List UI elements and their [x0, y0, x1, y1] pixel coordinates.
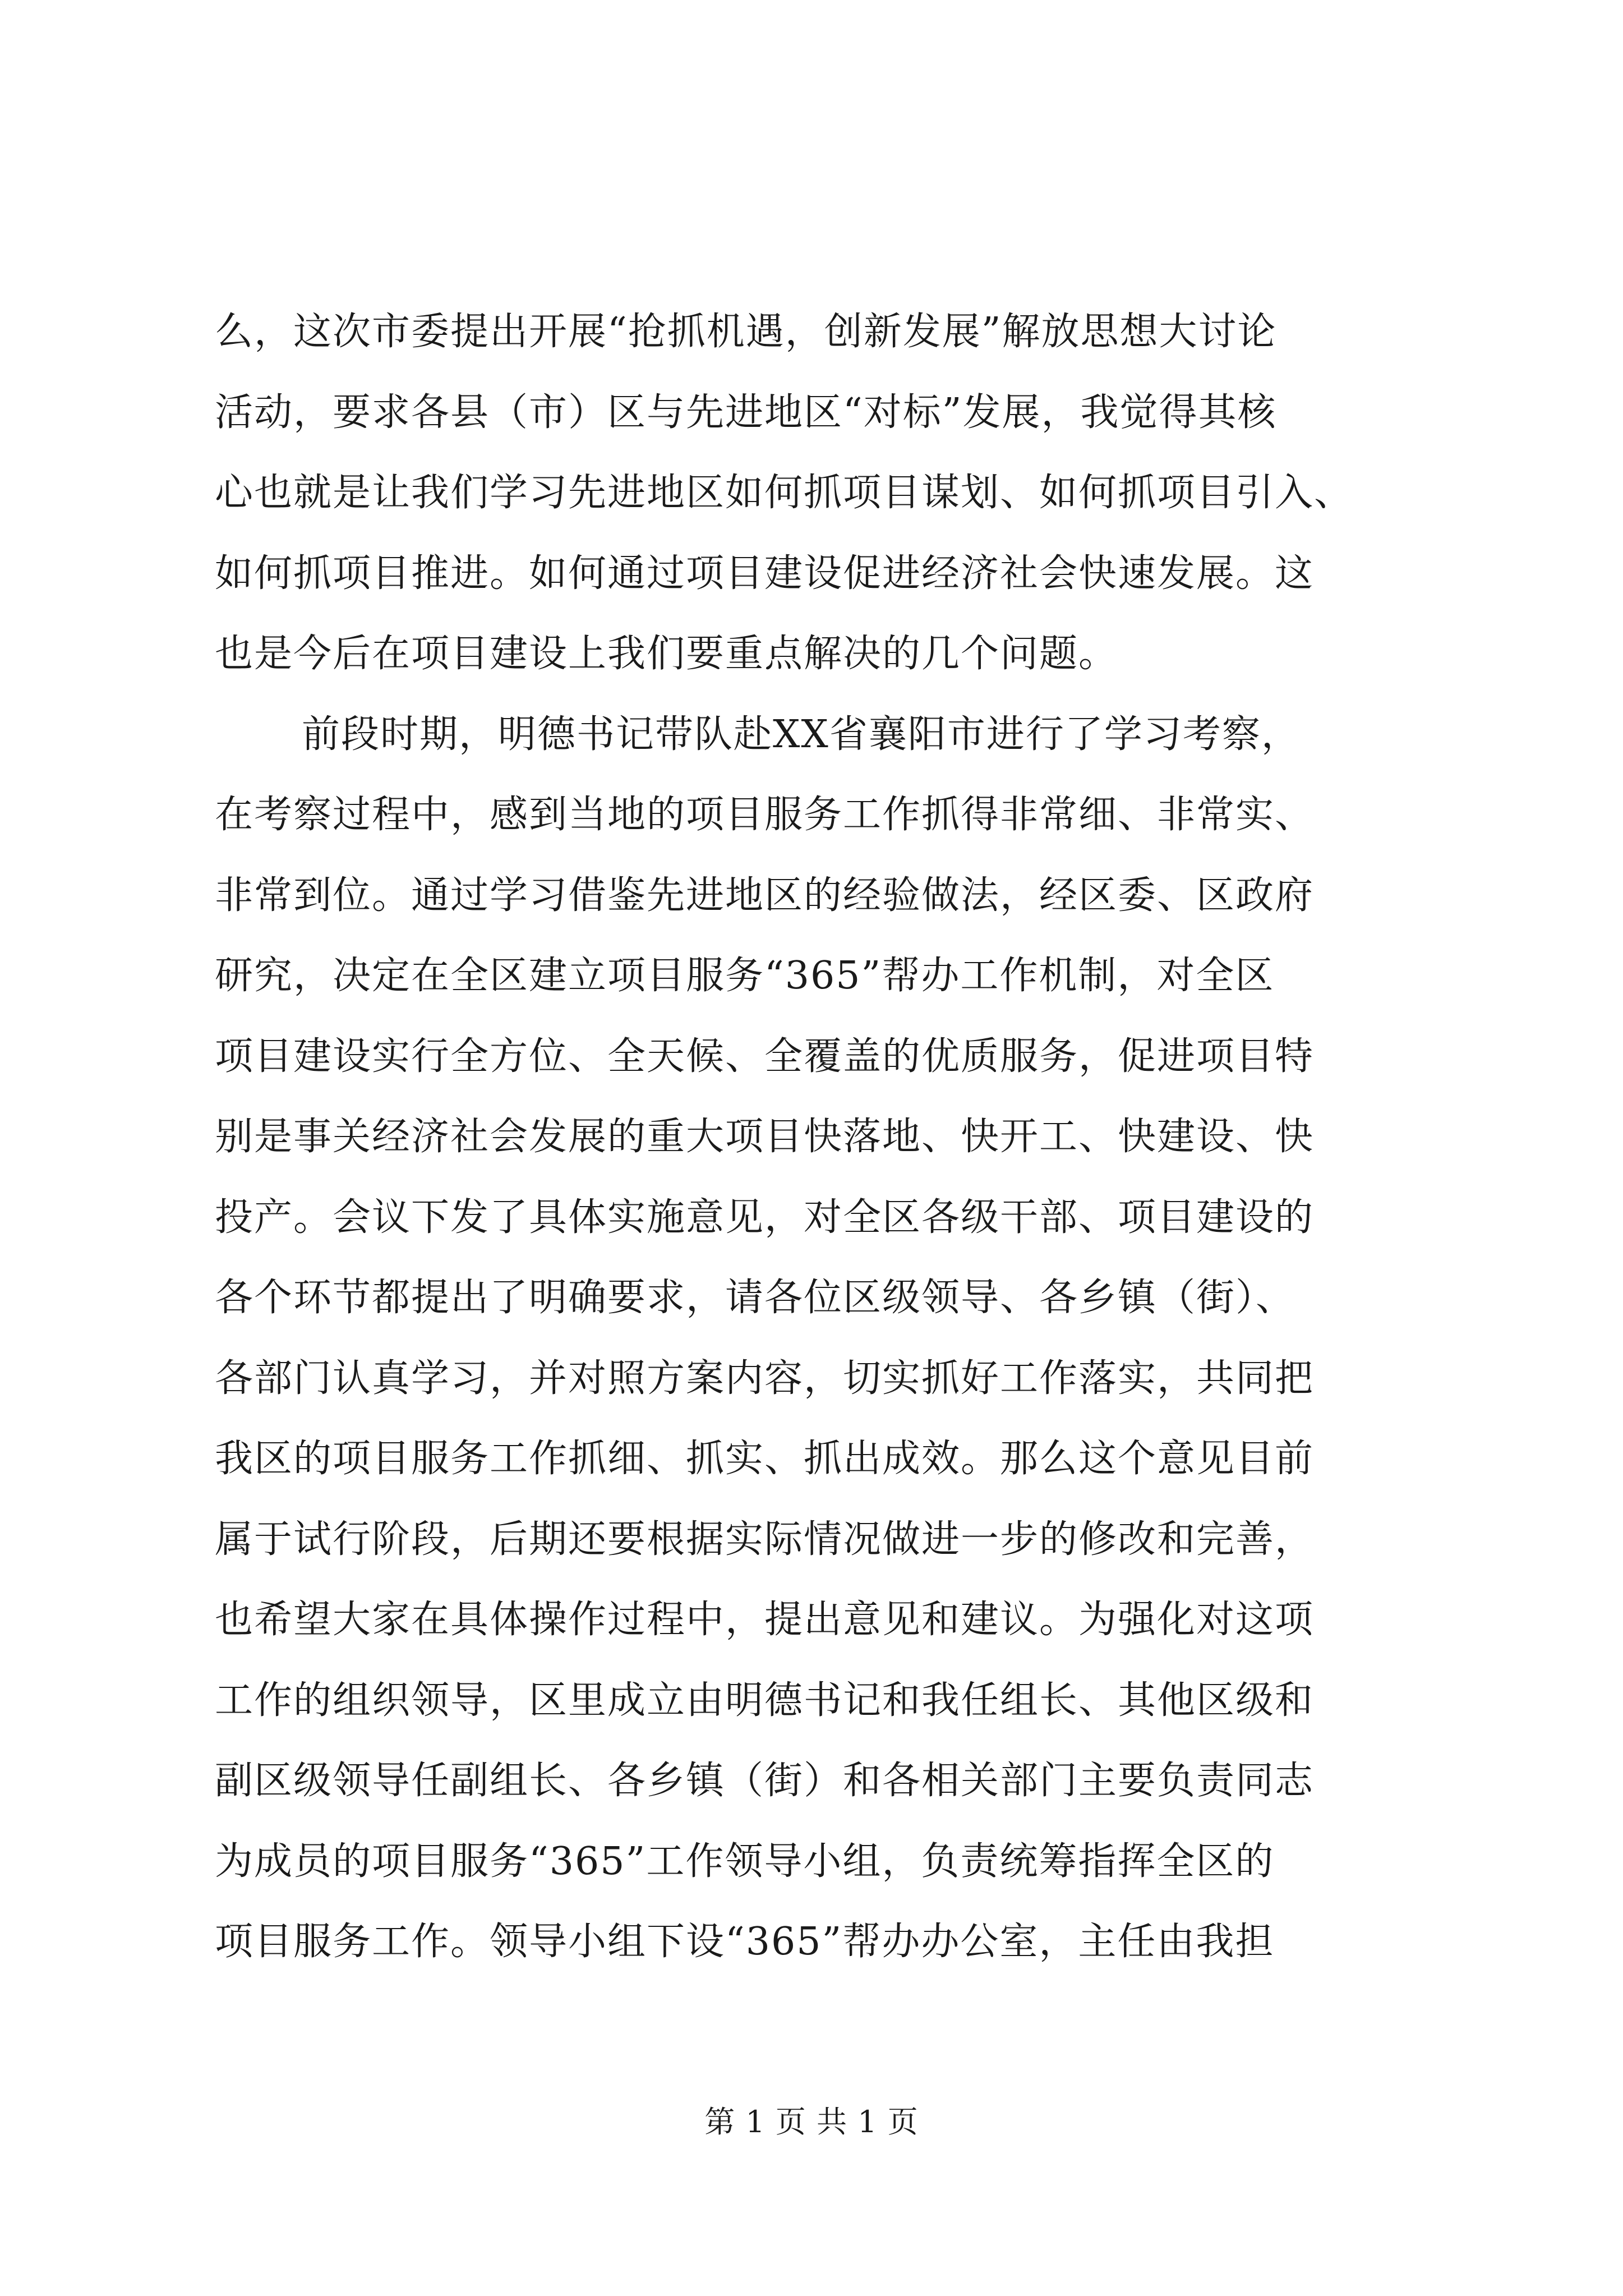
text-line: 如何抓项目推进。如何通过项目建设促进经济社会快速发展。这: [215, 551, 1315, 596]
text-line: 为成员的项目服务“365”工作领导小组，负责统筹指挥全区的: [215, 1839, 1275, 1884]
text-line: 心也就是让我们学习先进地区如何抓项目谋划、如何抓项目引入、: [215, 471, 1354, 515]
text-line: 副区级领导任副组长、各乡镇（街）和各相关部门主要负责同志: [215, 1759, 1315, 1803]
text-line: 别是事关经济社会发展的重大项目快落地、快开工、快建设、快: [215, 1115, 1315, 1159]
text-line: 也希望大家在具体操作过程中，提出意见和建议。为强化对这项: [215, 1598, 1315, 1642]
text-line: 各个环节都提出了明确要求，请各位区级领导、各乡镇（街）、: [215, 1276, 1295, 1320]
body-text: [215, 292, 1454, 1982]
text-line: 属于试行阶段，后期还要根据实际情况做进一步的修改和完善，: [215, 1517, 1315, 1562]
text-line: 投产。会议下发了具体实施意见，对全区各级干部、项目建设的: [215, 1195, 1315, 1240]
paragraph-first-line: 前段时期，明德书记带队赴XX省襄阳市进行了学习考察，: [302, 712, 1301, 757]
text-line: 项目服务工作。领导小组下设“365”帮办办公室，主任由我担: [215, 1920, 1275, 1964]
text-line: 也是今后在项目建设上我们要重点解决的几个问题。: [215, 632, 1118, 676]
text-line: 在考察过程中，感到当地的项目服务工作抓得非常细、非常实、: [215, 793, 1315, 837]
text-line: 各部门认真学习，并对照方案内容，切实抓好工作落实，共同把: [215, 1356, 1315, 1401]
text-line: 项目建设实行全方位、全天候、全覆盖的优质服务，促进项目特: [215, 1034, 1315, 1079]
text-line: 研究，决定在全区建立项目服务“365”帮办工作机制，对全区: [215, 954, 1275, 998]
text-line: 我区的项目服务工作抓细、抓实、抓出成效。那么这个意见目前: [215, 1437, 1315, 1481]
text-line: 么，这次市委提出开展“抢抓机遇，创新发展”解放思想大讨论: [215, 310, 1277, 354]
text-line: 工作的组织领导，区里成立由明德书记和我任组长、其他区级和: [215, 1678, 1315, 1723]
text-line: 非常到位。通过学习借鉴先进地区的经验做法，经区委、区政府: [215, 873, 1315, 918]
text-line: 活动，要求各县（市）区与先进地区“对标”发展，我觉得其核: [215, 390, 1277, 435]
page-footer: 第 1 页 共 1 页: [704, 2104, 919, 2139]
